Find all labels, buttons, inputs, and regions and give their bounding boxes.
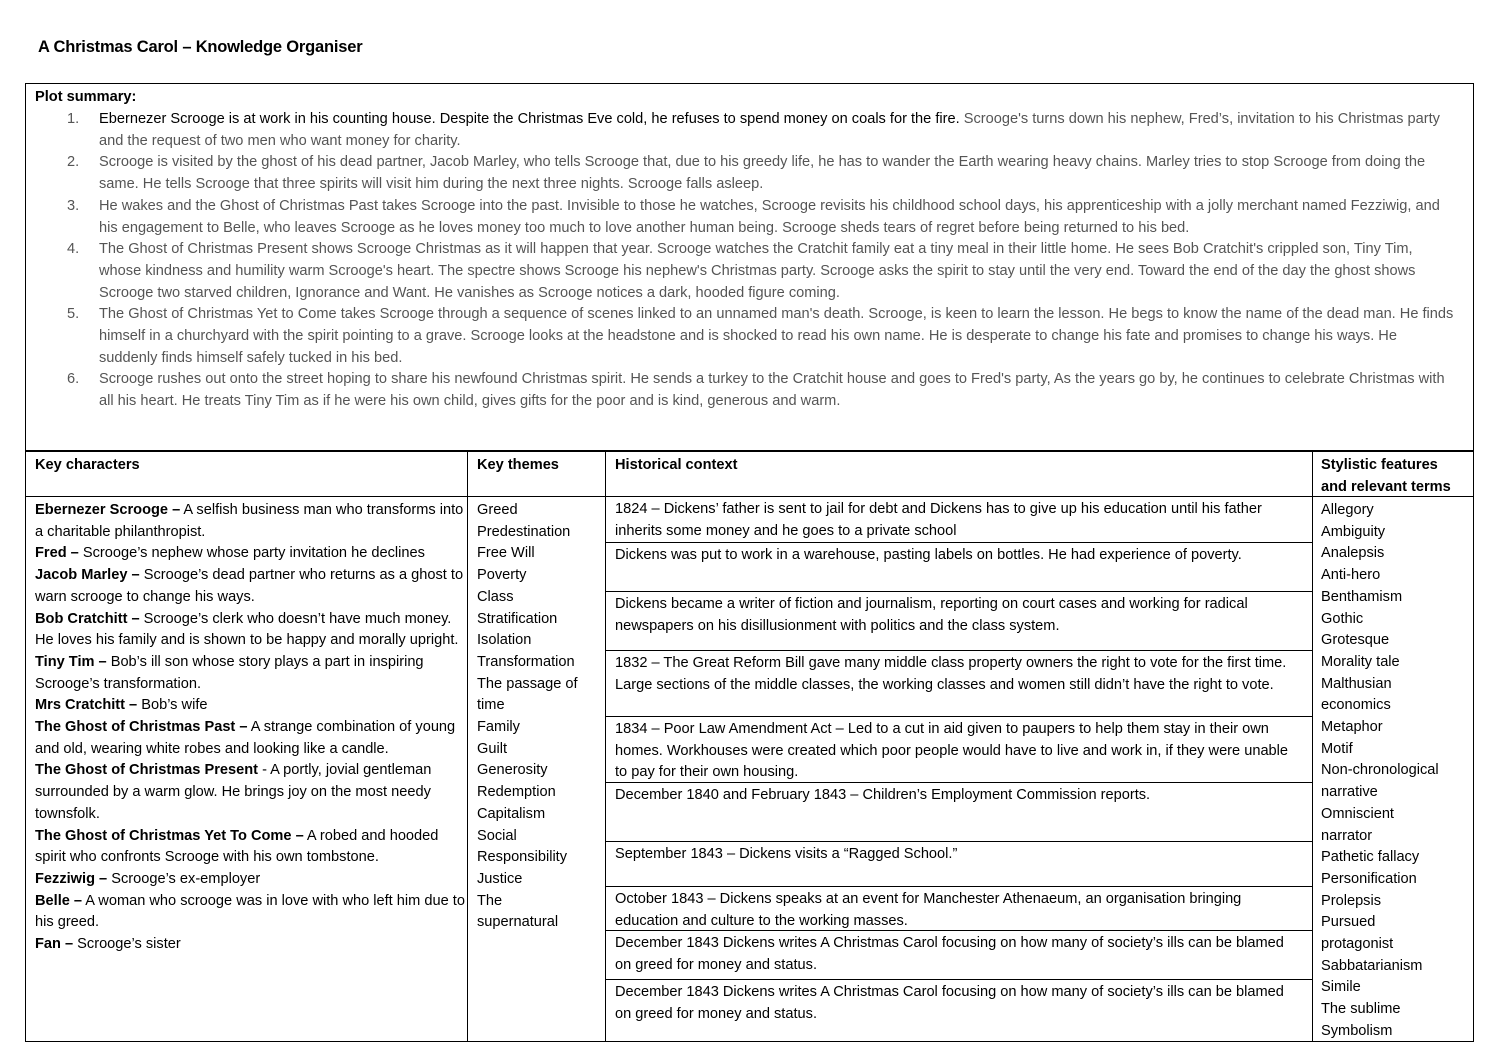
theme-item: Responsibility <box>477 849 568 866</box>
character-name: The Ghost of Christmas Present <box>35 762 259 779</box>
character-desc: Scrooge’s ex-employer <box>107 870 261 887</box>
history-row <box>606 887 1312 931</box>
character-entry <box>35 760 467 825</box>
history-text: Dickens speaks at an event for Manchester Athenaeum, an organisation bringing education and culture to the working masses. <box>615 891 1242 929</box>
stylistic-features-list <box>1313 497 1474 1043</box>
character-desc: A robed and hooded spirit who confronts Scrooge with his own tombstone. <box>35 827 439 866</box>
plot-item-number: 2. <box>67 154 80 171</box>
character-name: Bob Cratchitt – <box>35 610 140 627</box>
plot-summary-heading: Plot summary: <box>35 89 137 105</box>
character-desc: - A portly, jovial gentleman surrounded by a warm glow. He brings joy on the most needy townsfolk. <box>35 762 432 822</box>
plot-item-text: He wakes and the Ghost of Christmas Past takes Scrooge into the past. Invisible to those he watches, Scrooge revisits his childhood school days, his apprenticeship with a jolly merchant named Fezziwig, and his engagement to Belle, who leaves Scrooge as he loves money too much to love another human being. Scrooge sheds tears of regret before being returned to his bed. <box>99 197 1440 236</box>
character-entry <box>35 891 467 934</box>
stylistic-heading-line: Stylistic features <box>1321 457 1438 473</box>
character-entry <box>35 934 467 956</box>
stylistic-features-column <box>1312 452 1474 1041</box>
term-item: Pathetic fallacy <box>1321 849 1420 866</box>
theme-item: Social <box>477 827 517 844</box>
character-entry <box>35 565 467 608</box>
term-item: narrative <box>1321 784 1378 801</box>
character-desc: Scrooge’s nephew whose party invitation he declines <box>78 545 425 562</box>
character-entry <box>35 652 467 695</box>
key-themes-column <box>467 452 605 1041</box>
plot-summary-box <box>25 83 1474 451</box>
term-item: Motif <box>1321 740 1353 757</box>
character-name: Belle – <box>35 892 83 909</box>
term-item: narrator <box>1321 827 1373 844</box>
plot-item <box>26 239 1456 304</box>
history-row <box>606 842 1312 887</box>
character-entry <box>35 869 467 891</box>
character-desc: A strange combination of young and old, wearing white robes and looking like a candle. <box>35 719 456 757</box>
history-text: December 1843 Dickens writes A Christmas Carol focusing on how many of society’s ills can be blamed on greed for money and status. <box>615 935 1284 973</box>
theme-item: Isolation <box>477 632 532 649</box>
plot-item-text: Scrooge is visited by the ghost of his dead partner, Jacob Marley, who tells Scrooge that, due to his greedy life, he has to wander the Earth wearing heavy chains. Marley tries to stop Scrooge from doing the same. He tells Scrooge that three spirits will visit him during the next three nights. Scrooge falls asleep. <box>99 154 1426 193</box>
theme-item: Family <box>477 719 520 736</box>
theme-item: Transformation <box>477 653 575 670</box>
history-date: 1834 – <box>615 721 660 737</box>
term-item: Anti-hero <box>1321 567 1381 584</box>
term-item: Malthusian <box>1321 675 1392 692</box>
history-text: Poor Law Amendment Act – Led to a cut in aid given to paupers to help them stay in their own homes. Workhouses were created which poor people would have to live and work in, if they were unable to pay for their own housing. <box>615 721 1289 781</box>
term-item: Analepsis <box>1321 545 1385 562</box>
plot-item <box>26 109 1456 152</box>
historical-context-heading: Historical context <box>606 452 1312 497</box>
character-desc: A woman who scrooge was in love with who left him due to his greed. <box>35 892 465 931</box>
plot-item-text: The Ghost of Christmas Present shows Scrooge Christmas as it will happen that year. Scrooge watches the Cratchit family eat a tiny meal in their little home. He sees Bob Cratchit's crippled son, Tiny Tim, whose kindness and humility warm Scrooge's heart. The spectre shows Scrooge his nephew's Christmas party. Scrooge asks the spirit to stay until the very end. Toward the end of the day the ghost shows Scrooge two starved children, Ignorance and Want. He vanishes as Scrooge notices a dark, hooded figure coming. <box>99 241 1416 301</box>
history-text: The Great Reform Bill gave many middle class property owners the right to vote for the first time. Large sections of the middle classes, the working classes and women still didn’t have the right to vote. <box>615 655 1287 693</box>
plot-item-number: 3. <box>67 197 80 214</box>
term-item: Sabbatarianism <box>1321 957 1423 974</box>
term-item: The sublime <box>1321 1001 1401 1018</box>
theme-item: Free Will <box>477 545 535 562</box>
character-name: Jacob Marley – <box>35 567 140 584</box>
theme-item: Justice <box>477 870 523 887</box>
history-row <box>606 543 1312 592</box>
term-item: Personification <box>1321 870 1417 887</box>
character-name: Mrs Cratchitt – <box>35 697 138 714</box>
theme-item: Greed <box>477 502 518 518</box>
character-entry <box>35 826 467 869</box>
theme-item: Redemption <box>477 784 556 801</box>
history-row <box>606 592 1312 651</box>
history-date: 1832 – <box>615 655 660 671</box>
plot-item-number: 4. <box>67 241 80 258</box>
history-row <box>606 497 1312 543</box>
history-text: Dickens visits a “Ragged School.” <box>735 846 958 862</box>
character-name: Fan – <box>35 936 74 953</box>
character-name: The Ghost of Christmas Yet To Come – <box>35 827 304 844</box>
term-item: economics <box>1321 697 1391 714</box>
history-date: September 1843 – <box>615 846 736 862</box>
theme-item: Stratification <box>477 610 558 627</box>
character-entry <box>35 695 467 717</box>
character-desc: Scrooge’s sister <box>73 936 181 953</box>
term-item: Non-chronological <box>1321 762 1439 779</box>
character-entry <box>35 543 467 565</box>
plot-item <box>26 152 1456 195</box>
term-item: Simile <box>1321 979 1361 996</box>
term-item: Metaphor <box>1321 719 1383 736</box>
plot-item-text: Scrooge's turns down his nephew, Fred’s, invitation to his Christmas party and the request of two men who want money for charity. <box>99 111 1440 149</box>
key-characters-heading: Key characters <box>26 452 467 497</box>
key-themes-heading: Key themes <box>468 452 605 497</box>
history-text: Dickens’ father is sent to jail for debt and Dickens has to give up his education until his father inherits some money and he goes to a private school <box>615 501 1262 539</box>
term-item: Prolepsis <box>1321 892 1382 909</box>
theme-item: Class <box>477 588 514 605</box>
stylistic-heading-line: and relevant terms <box>1321 478 1451 495</box>
key-characters-list <box>26 497 467 956</box>
stylistic-features-heading <box>1313 452 1474 497</box>
character-desc: Scrooge’s dead partner who returns as a ghost to warn scrooge to change his ways. <box>35 567 464 605</box>
history-date: December 1840 and February 1843 – <box>615 787 859 803</box>
character-desc: A selfish business man who transforms into a charitable philanthropist. <box>35 502 464 540</box>
term-item: Morality tale <box>1321 653 1400 670</box>
theme-item: Guilt <box>477 740 508 757</box>
theme-item: Capitalism <box>477 805 546 822</box>
plot-item <box>26 369 1456 412</box>
plot-item-number: 1. <box>67 111 80 127</box>
theme-item: The <box>477 892 503 909</box>
history-row <box>606 931 1312 980</box>
history-text: Children’s Employment Commission reports. <box>858 787 1151 803</box>
document-title: A Christmas Carol – Knowledge Organiser <box>38 38 363 56</box>
character-desc: Scrooge’s clerk who doesn’t have much money. He loves his family and is shown to be happy and morally upright. <box>35 610 459 649</box>
theme-item: The passage of <box>477 675 578 692</box>
character-entry <box>35 717 467 760</box>
term-item: Ambiguity <box>1321 523 1386 540</box>
character-name: Tiny Tim – <box>35 653 107 670</box>
character-entry <box>35 500 467 543</box>
term-item: protagonist <box>1321 936 1394 953</box>
knowledge-table <box>25 451 1474 1042</box>
term-item: Benthamism <box>1321 588 1403 605</box>
history-text: Dickens became a writer of fiction and journalism, reporting on court cases and working for radical newspapers on his disillusionment with politics and the class system. <box>615 596 1248 634</box>
plot-item <box>26 196 1456 239</box>
theme-item: Predestination <box>477 523 571 540</box>
character-name: Fezziwig – <box>35 870 108 887</box>
character-desc: Bob’s wife <box>137 697 208 714</box>
key-characters-column <box>26 452 467 1041</box>
history-text: Dickens was put to work in a warehouse, pasting labels on bottles. He had experience of poverty. <box>615 547 1242 563</box>
plot-item-lead: Ebernezer Scrooge is at work in his counting house. Despite the Christmas Eve cold, he refuses to spend money on coals for the fire. <box>99 111 960 127</box>
theme-item: time <box>477 697 505 714</box>
history-row <box>606 651 1312 717</box>
character-name: Ebernezer Scrooge – <box>35 502 181 518</box>
history-date: 1824 – <box>615 501 660 517</box>
term-item: Grotesque <box>1321 632 1390 649</box>
history-row <box>606 980 1312 1041</box>
character-desc: Bob’s ill son whose story plays a part in inspiring Scrooge’s transformation. <box>35 653 424 692</box>
character-name: Fred – <box>35 545 79 562</box>
history-row <box>606 783 1312 842</box>
character-name: The Ghost of Christmas Past – <box>35 719 248 736</box>
history-date: October 1843 – <box>615 891 716 907</box>
theme-item: Generosity <box>477 762 548 779</box>
plot-summary-list <box>26 109 1456 413</box>
plot-item-text: The Ghost of Christmas Yet to Come takes Scrooge through a sequence of scenes linked to an unnamed man's death. Scrooge, is keen to learn the lesson. He begs to know the name of the dead man. He finds himself in a churchyard with the spirit pointing to a grave. Scrooge looks at the headstone and is shocked to read his own name. He is desperate to change his fate and promises to change his ways. He suddenly finds himself safely tucked in his bed. <box>99 306 1454 366</box>
plot-item-number: 5. <box>67 306 80 323</box>
plot-item-text: Scrooge rushes out onto the street hoping to share his newfound Christmas spirit. He sends a turkey to the Cratchit house and goes to Fred's party, As the years go by, he continues to celebrate Christmas with all his heart. He treats Tiny Tim as if he were his own child, gives gifts for the poor and is kind, generous and warm. <box>99 371 1445 410</box>
theme-item: supernatural <box>477 914 559 931</box>
theme-item: Poverty <box>477 567 527 584</box>
term-item: Symbolism <box>1321 1022 1393 1039</box>
history-text: December 1843 Dickens writes A Christmas Carol focusing on how many of society’s ills can be blamed on greed for money and status. <box>615 984 1284 1022</box>
term-item: Omniscient <box>1321 805 1394 822</box>
term-item: Pursued <box>1321 914 1376 931</box>
term-item: Allegory <box>1321 502 1374 518</box>
historical-context-column <box>605 452 1312 1041</box>
character-entry <box>35 609 467 652</box>
plot-item <box>26 304 1456 369</box>
term-item: Gothic <box>1321 610 1364 627</box>
history-row <box>606 717 1312 783</box>
plot-item-number: 6. <box>67 371 80 388</box>
key-themes-list <box>468 497 605 934</box>
